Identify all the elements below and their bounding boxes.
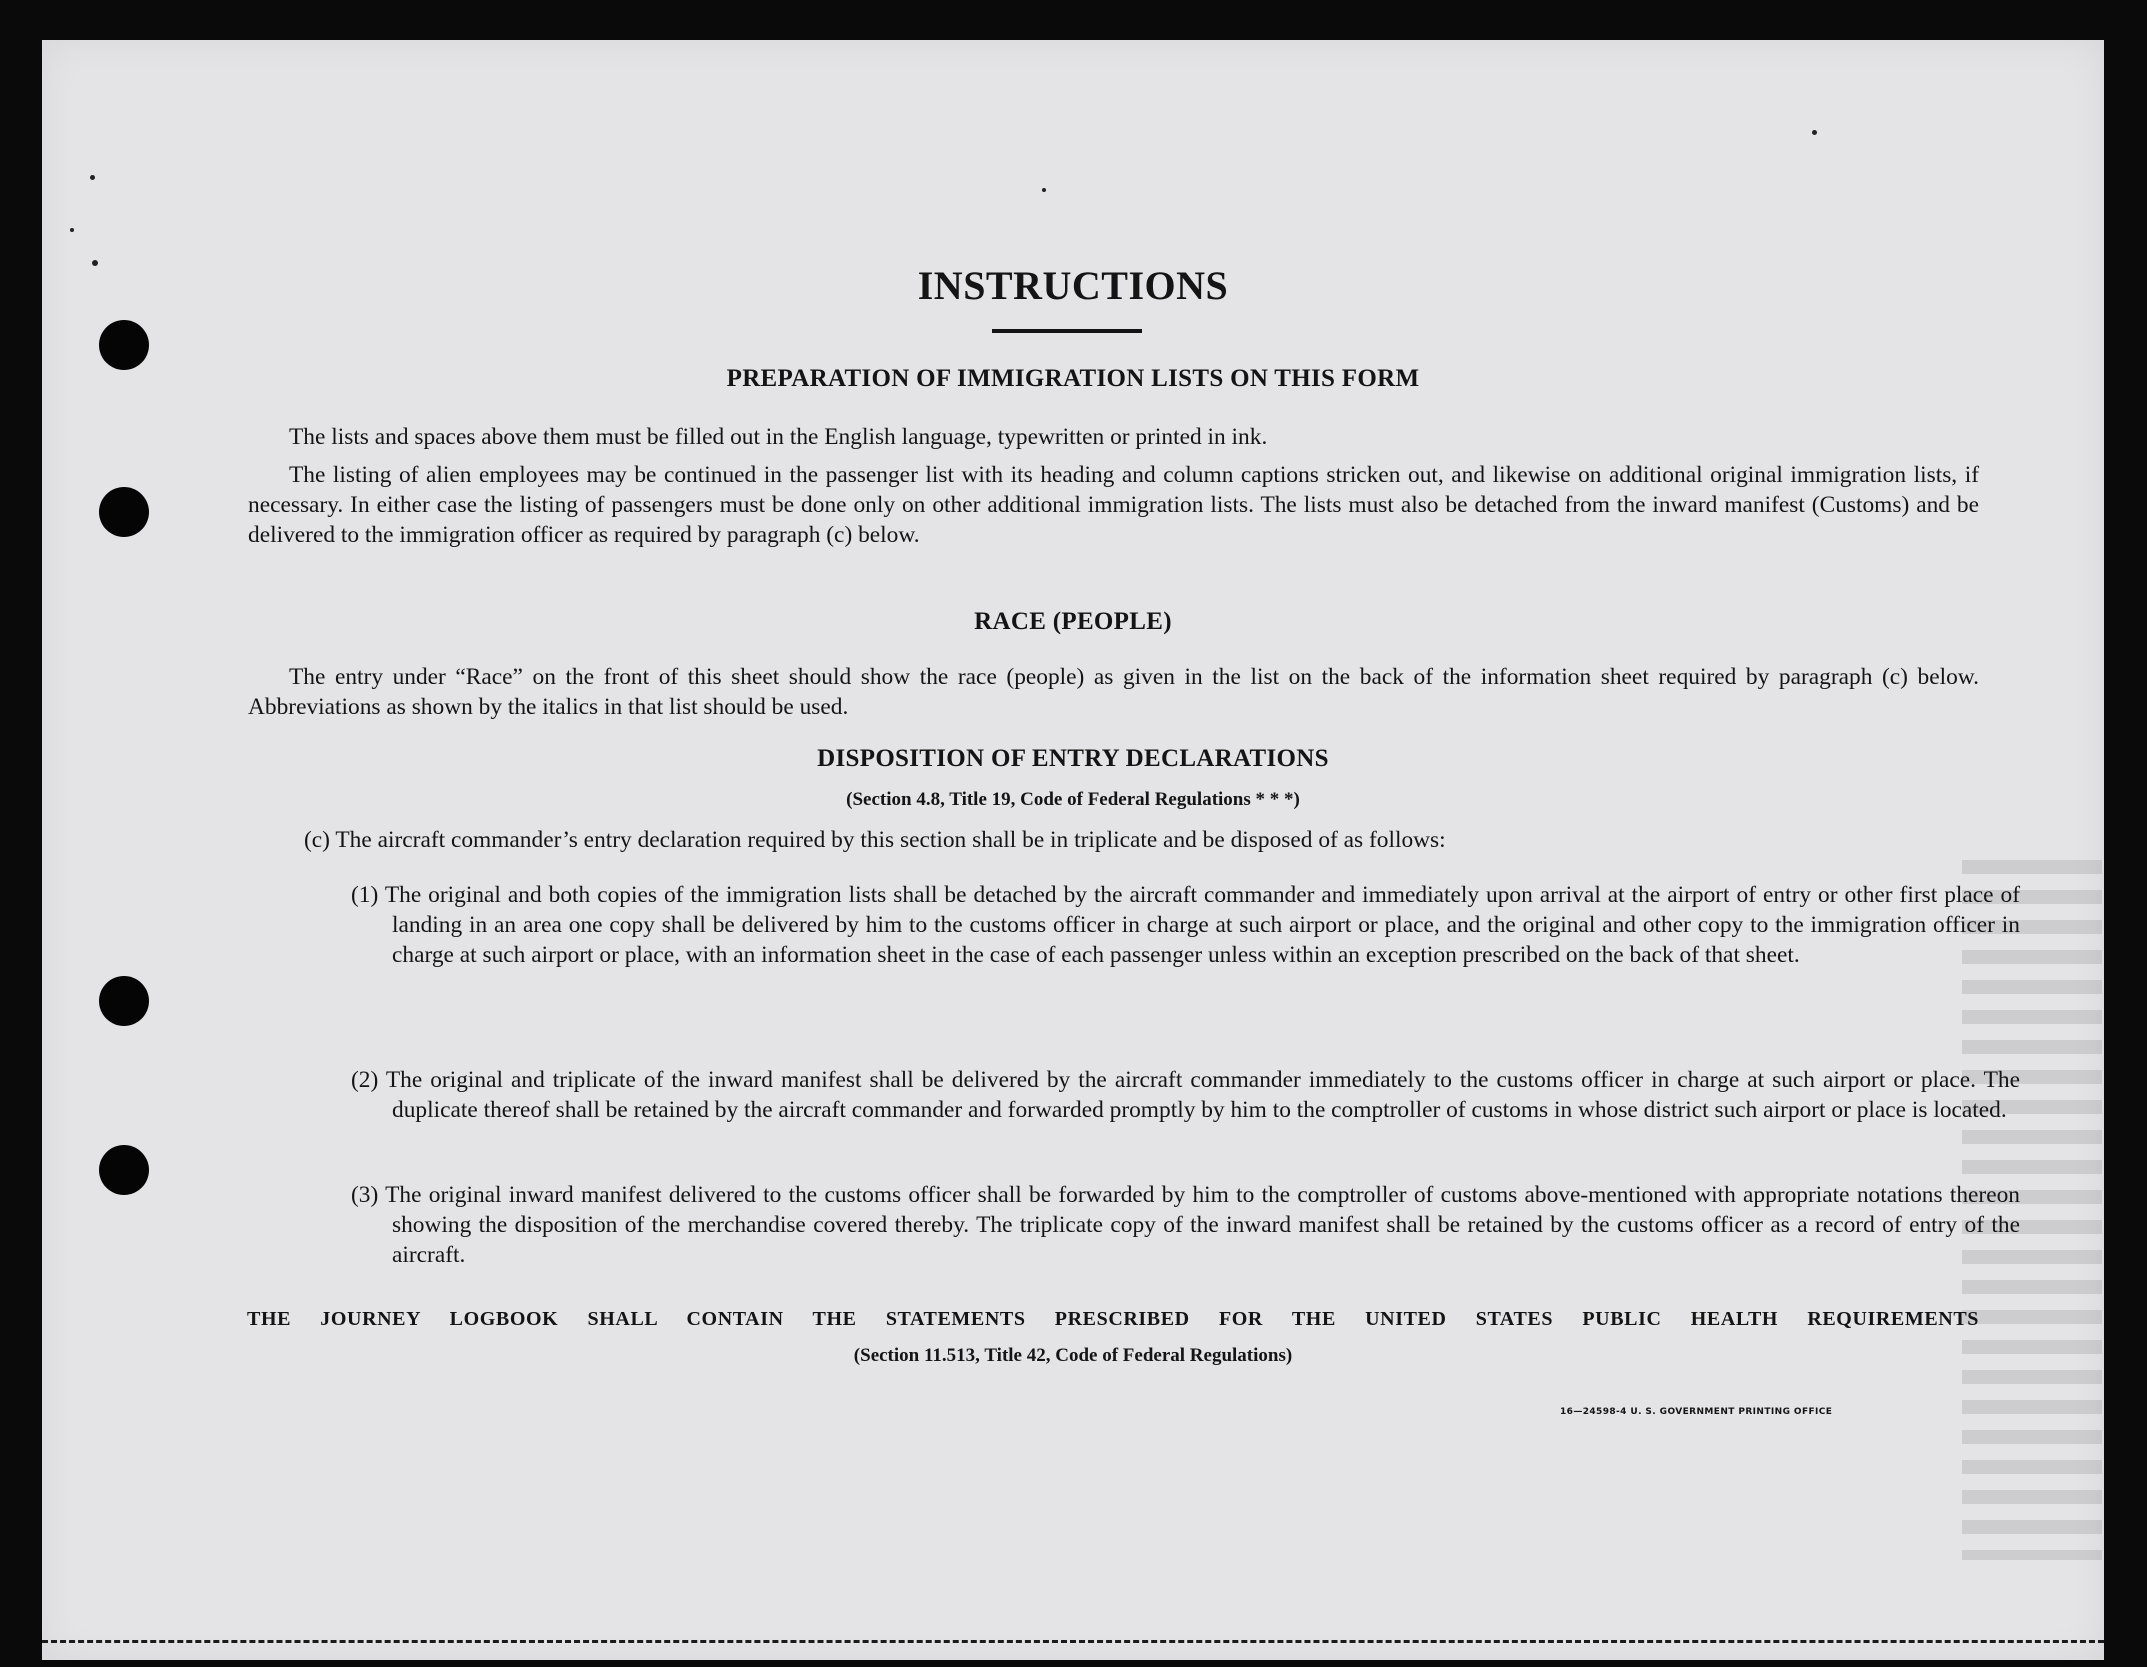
section-heading-disposition: DISPOSITION OF ENTRY DECLARATIONS [817, 745, 1329, 772]
punch-hole [99, 976, 149, 1026]
dust-speck [90, 175, 95, 180]
printer-imprint: 16—24598-4 U. S. GOVERNMENT PRINTING OFFICE [1560, 1407, 1833, 1417]
preparation-paragraph-1: The lists and spaces above them must be filled out in the English language, typewritten or printed in ink. [289, 424, 1268, 450]
document-page [42, 40, 2104, 1660]
disposition-intro: (c) The aircraft commander’s entry declaration required by this section shall be in triplicate and be disposed of as follows: [304, 827, 1446, 853]
punch-hole [99, 487, 149, 537]
dust-speck [70, 228, 74, 232]
footer-citation: (Section 11.513, Title 42, Code of Federal Regulations) [853, 1345, 1293, 1366]
section-heading-preparation: PREPARATION OF IMMIGRATION LISTS ON THIS FORM [726, 365, 1420, 392]
section-heading-race: RACE (PEOPLE) [974, 608, 1172, 635]
disposition-citation: (Section 4.8, Title 19, Code of Federal Regulations * * *) [846, 789, 1300, 810]
perforation-line [42, 1640, 2104, 1643]
disposition-item-1: (1) The original and both copies of the immigration lists shall be detached by the aircraft commander and immediately upon arrival at the airport of entry or other first place of landing in an area one copy shall be delivered by him to the customs officer in charge at such airport or place, and the original and other copy to the immigration officer in charge at such airport or place, with an information sheet in the case of each passenger unless within an exception prescribed on the back of that sheet. [351, 882, 2020, 968]
page-title: INSTRUCTIONS [917, 263, 1229, 308]
disposition-item-3: (3) The original inward manifest delivered to the customs officer shall be forwarded by him to the comptroller of customs above-mentioned with appropriate notations thereon showing the disposition of the merchandise covered thereby. The triplicate copy of the inward manifest shall be retained by the customs officer as a record of entry of the aircraft. [351, 1182, 2020, 1268]
punch-hole [99, 1145, 149, 1195]
dust-speck [1812, 130, 1817, 135]
disposition-item-2: (2) The original and triplicate of the inward manifest shall be delivered by the aircraft commander immediately to the customs officer in charge at such airport or place. The duplicate thereof shall be retained by the aircraft commander and forwarded promptly by him to the comptroller of customs in whose district such airport or place is located. [351, 1067, 2020, 1123]
dust-speck [1042, 188, 1046, 192]
punch-hole [99, 320, 149, 370]
race-paragraph: The entry under “Race” on the front of this sheet should show the race (people) as given in the list on the back of the information sheet required by paragraph (c) below. Abbreviations as shown by the italics in that list should be used. [248, 664, 1979, 720]
preparation-paragraph-2: The listing of alien employees may be continued in the passenger list with its heading and column captions stricken out, and likewise on additional original immigration lists, if necessary. In either case the listing of passengers must be done only on other additional immigration lists. The lists must also be detached from the inward manifest (Customs) and be delivered to the immigration officer as required by paragraph (c) below. [248, 462, 1979, 548]
title-underline [992, 329, 1142, 333]
footer-statement: THE JOURNEY LOGBOOK SHALL CONTAIN THE STATEMENTS PRESCRIBED FOR THE UNITED STATES PUBLIC HEALTH REQUIREMENTS [247, 1308, 1979, 1330]
